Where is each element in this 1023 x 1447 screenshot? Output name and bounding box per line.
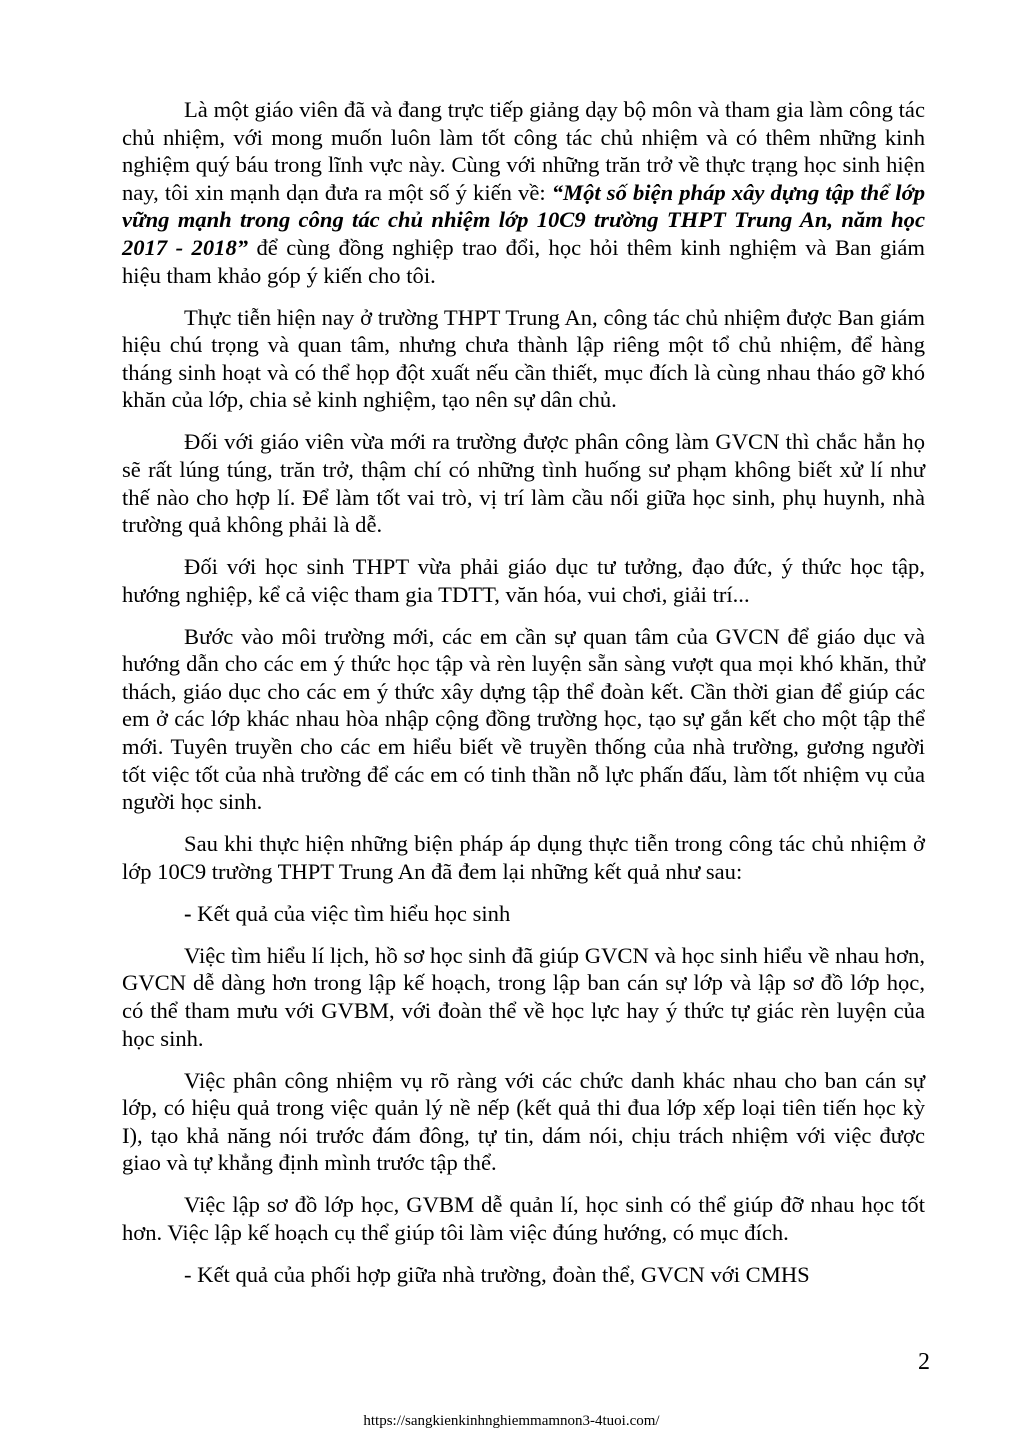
- bullet-dash: -: [184, 900, 192, 926]
- paragraph-reality: Thực tiễn hiện nay ở trường THPT Trung An, công tác chủ nhiệm được Ban giám hiệu chú trọng và quan tâm, nhưng chưa thành lập riêng một tổ chủ nhiệm, để hàng tháng sinh hoạt và có thể họp đột xuất nếu cần thiết, mục đích là cùng nhau tháo gỡ khó khăn của lớp, chia sẻ kinh nghiệm, tạo nên sự dân chủ.: [122, 304, 925, 413]
- document-body: [122, 96, 925, 1303]
- paragraph-class-officers: Việc phân công nhiệm vụ rõ ràng với các chức danh khác nhau cho ban cán sự lớp, có hiệu quả trong việc quản lý nề nếp (kết quả thi đua lớp xếp loại tiên tiến học kỳ I), tạo khả năng nói trước đám đông, tự tin, dám nói, chịu trách nhiệm với việc được giao và tự khẳng định mình trước tập thể.: [122, 1067, 925, 1176]
- paragraph-results-intro: Sau khi thực hiện những biện pháp áp dụng thực tiễn trong công tác chủ nhiệm ở lớp 10C9 trường THPT Trung An đã đem lại những kết quả như sau:: [122, 831, 925, 884]
- footer-url[interactable]: https://sangkienkinhnghiemmamnon3-4tuoi.com/: [363, 1413, 660, 1429]
- paragraph-high-school-students: Đối với học sinh THPT vừa phải giáo dục tư tưởng, đạo đức, ý thức học tập, hướng nghiệp, kể cả việc tham gia TDTT, văn hóa, vui chơi, giải trí...: [122, 554, 925, 607]
- result-heading-1-text: Kết quả của việc tìm hiểu học sinh: [191, 900, 511, 926]
- paragraph-intro-before: Là một giáo viên đã và đang trực tiếp giảng dạy bộ môn và tham gia làm công tác chủ nhiệm, với mong muốn luôn làm tốt công tác chủ nhiệm và có thêm những kinh nghiệm quý báu trong lĩnh vực này. Cùng với những trăn trở về thực trạng học sinh hiện nay, tôi xin mạnh dạn đưa ra một số ý kiến về:: [122, 97, 925, 205]
- paragraph-intro-after: để cùng đồng nghiệp trao đổi, học hỏi thêm kinh nghiệm và Ban giám hiệu tham khảo góp ý kiến cho tôi.: [122, 234, 925, 288]
- paragraph-result-heading-1: [122, 900, 925, 928]
- paragraph-result-heading-2: - Kết quả của phối hợp giữa nhà trường, đoàn thể, GVCN với CMHS: [184, 1261, 810, 1287]
- paragraph-student-records: Việc tìm hiểu lí lịch, hồ sơ học sinh đã giúp GVCN và học sinh hiểu về nhau hơn, GVCN dễ dàng hơn trong lập kế hoạch, trong lập ban cán sự lớp và lập sơ đồ lớp học, có thể tham mưu với GVBM, với đoàn thể về học lực hay ý thức tự giác rèn luyện của học sinh.: [122, 942, 925, 1051]
- page-number: 2: [918, 1349, 930, 1375]
- paragraph-intro-title: “Một số biện pháp xây dựng tập thể lớp vững mạnh trong công tác chủ nhiệm lớp 10C9 trường THPT Trung An, năm học 2017 - 2018”: [122, 179, 925, 260]
- paragraph-intro: [122, 96, 925, 289]
- paragraph-new-teachers: Đối với giáo viên vừa mới ra trường được phân công làm GVCN thì chắc hẳn họ sẽ rất lúng túng, trăn trở, thậm chí có những tình huống sư phạm không biết xử lí như thế nào cho hợp lí. Để làm tốt vai trò, vị trí làm cầu nối giữa học sinh, phụ huynh, nhà trường quả không phải là dễ.: [122, 429, 925, 538]
- paragraph-seating-chart: Việc lập sơ đồ lớp học, GVBM dễ quản lí, học sinh có thể giúp đỡ nhau học tốt hơn. Việc lập kế hoạch cụ thể giúp tôi làm việc đúng hướng, có mục đích.: [122, 1192, 925, 1245]
- paragraph-new-environment: Bước vào môi trường mới, các em cần sự quan tâm của GVCN để giáo dục và hướng dẫn cho các em ý thức học tập và rèn luyện sẵn sàng vượt qua mọi khó khăn, thử thách, giáo dục cho các em ý thức xây dựng tập thể đoàn kết. Cần thời gian để giúp các em ở các lớp khác nhau hòa nhập cộng đồng trường học, tạo sự gắn kết cho một tập thể mới. Tuyên truyền cho các em hiểu biết về truyền thống của nhà trường, gương người tốt việc tốt của nhà trường để các em có tinh thần nỗ lực phấn đấu, làm tốt nhiệm vụ của người học sinh.: [122, 623, 925, 815]
